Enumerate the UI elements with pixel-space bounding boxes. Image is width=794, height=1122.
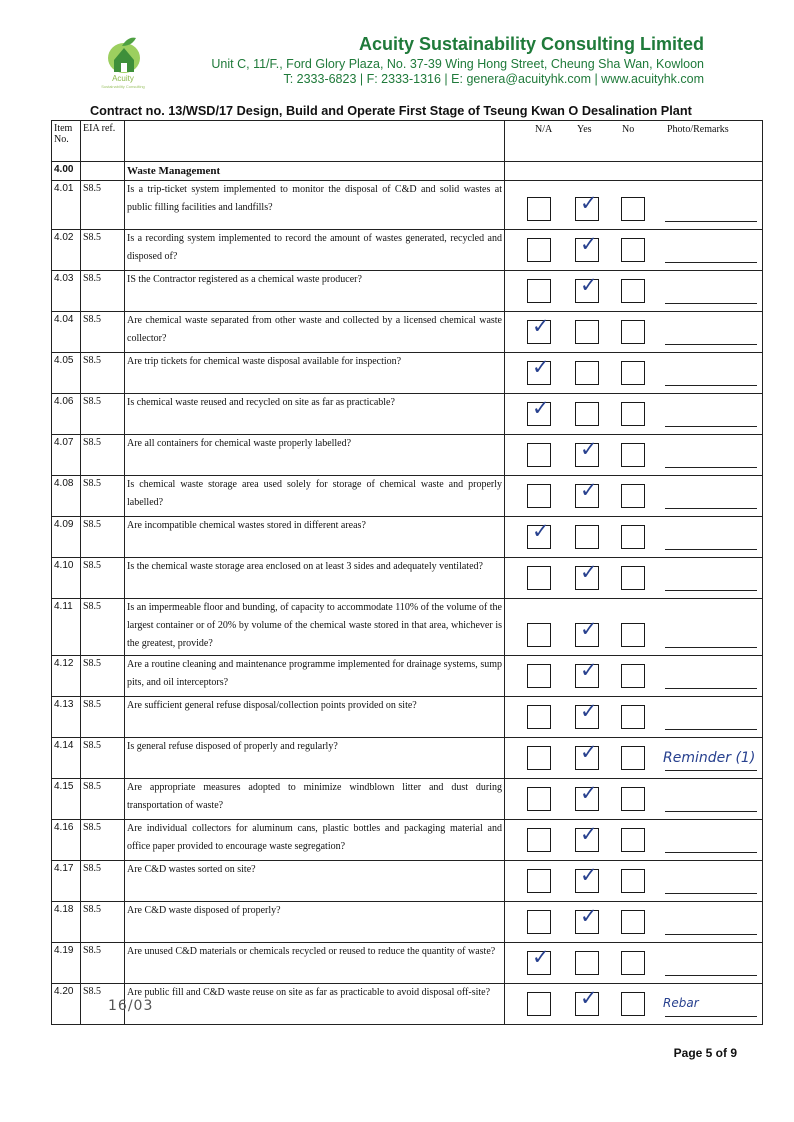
checkbox-na[interactable]: [527, 197, 551, 221]
remarks-line: [665, 811, 757, 812]
question-text: Are incompatible chemical wastes stored in different areas?: [125, 517, 505, 558]
item-number: 4.11: [52, 599, 81, 656]
company-address: Unit C, 11/F., Ford Glory Plaza, No. 37-39 Wing Hong Street, Cheung Sha Wan, Kowloon: [211, 57, 704, 71]
check-cell: [505, 558, 763, 599]
checkbox-yes[interactable]: [575, 986, 599, 1016]
checkbox-yes[interactable]: [575, 437, 599, 467]
checkbox-no[interactable]: [621, 525, 645, 549]
checkbox-no[interactable]: [621, 705, 645, 729]
eia-ref: S8.5: [81, 181, 125, 230]
check-cell: [505, 435, 763, 476]
header-checks: [505, 121, 763, 162]
table-row: [52, 271, 763, 312]
checkbox-na[interactable]: [527, 484, 551, 508]
checkbox-no[interactable]: [621, 443, 645, 467]
eia-ref: S8.5: [81, 271, 125, 312]
checkbox-no[interactable]: [621, 623, 645, 647]
question-text: Are unused C&D materials or chemicals recycled or reused to reduce the quantity of waste?: [125, 943, 505, 984]
checkbox-yes[interactable]: [575, 951, 599, 975]
checkbox-na[interactable]: [527, 945, 551, 975]
checkbox-na[interactable]: [527, 787, 551, 811]
header-question: [125, 121, 505, 162]
check-cell: [505, 861, 763, 902]
question-text: Are sufficient general refuse disposal/collection points provided on site?: [125, 697, 505, 738]
eia-ref: S8.5: [81, 738, 125, 779]
checkbox-no[interactable]: [621, 402, 645, 426]
checkbox-yes[interactable]: [575, 361, 599, 385]
question-text: Are C&D wastes sorted on site?: [125, 861, 505, 902]
checkbox-no[interactable]: [621, 951, 645, 975]
eia-ref: S8.5: [81, 394, 125, 435]
table-row: [52, 599, 763, 656]
table-header-row: [52, 121, 763, 162]
question-text: Are appropriate measures adopted to minimize windblown litter and dust during transportation of waste?: [125, 779, 505, 820]
question-text: Are all containers for chemical waste properly labelled?: [125, 435, 505, 476]
checkbox-na[interactable]: [527, 314, 551, 344]
checkbox-yes[interactable]: [575, 740, 599, 770]
check-mark-icon: ✓: [532, 396, 550, 420]
check-cell: [505, 738, 763, 779]
remarks-line: [665, 385, 757, 386]
company-name: Acuity Sustainability Consulting Limited: [358, 34, 704, 54]
table-row: [52, 312, 763, 353]
eia-ref: S8.5: [81, 861, 125, 902]
remarks-line: [665, 647, 757, 648]
header-na: N/A: [535, 124, 553, 135]
item-number: 4.15: [52, 779, 81, 820]
remarks-line: [665, 262, 757, 263]
question-text: Is a trip-ticket system implemented to monitor the disposal of C&D and solid wastes at public filling facilities and landfills?: [125, 181, 505, 230]
check-cell: [505, 181, 763, 230]
check-cell: [505, 984, 763, 1025]
table-row: [52, 943, 763, 984]
handwritten-date: 16/03: [108, 998, 154, 1014]
checkbox-na[interactable]: [527, 279, 551, 303]
check-mark-icon: ✓: [580, 904, 598, 928]
item-number: 4.01: [52, 181, 81, 230]
check-mark-icon: ✓: [580, 273, 598, 297]
table-row: [52, 476, 763, 517]
check-mark-icon: ✓: [532, 945, 550, 969]
checkbox-yes[interactable]: [575, 320, 599, 344]
remarks-line: [665, 590, 757, 591]
table-row: [52, 181, 763, 230]
remarks-line: [665, 508, 757, 509]
check-mark-icon: ✓: [580, 699, 598, 723]
item-number: 4.07: [52, 435, 81, 476]
check-mark-icon: ✓: [580, 781, 598, 805]
check-cell: [505, 656, 763, 697]
item-number: 4.18: [52, 902, 81, 943]
check-mark-icon: ✓: [580, 822, 598, 846]
check-cell: [505, 943, 763, 984]
eia-ref: S8.5: [81, 558, 125, 599]
checkbox-yes[interactable]: [575, 273, 599, 303]
company-contact: T: 2333-6823 | F: 2333-1316 | E: genera@acuityhk.com | www.acuityhk.com: [283, 72, 704, 86]
remark-text: Reminder (1): [663, 750, 756, 766]
checkbox-yes[interactable]: [575, 560, 599, 590]
header-no: No: [622, 124, 635, 135]
remarks-line: [665, 852, 757, 853]
item-number: 4.17: [52, 861, 81, 902]
checkbox-yes[interactable]: [575, 232, 599, 262]
item-number: 4.16: [52, 820, 81, 861]
item-number: 4.12: [52, 656, 81, 697]
checkbox-na[interactable]: [527, 355, 551, 385]
eia-ref: S8.5: [81, 353, 125, 394]
remarks-line: [665, 770, 757, 771]
question-text: Are individual collectors for aluminum cans, plastic bottles and packaging material and office paper provided to encourage waste segregation?: [125, 820, 505, 861]
checkbox-no[interactable]: [621, 566, 645, 590]
eia-ref: S8.5: [81, 697, 125, 738]
check-mark-icon: ✓: [580, 740, 598, 764]
checkbox-na[interactable]: [527, 869, 551, 893]
checkbox-no[interactable]: [621, 320, 645, 344]
remarks-line: [665, 688, 757, 689]
item-number: 4.04: [52, 312, 81, 353]
checkbox-yes[interactable]: [575, 191, 599, 221]
table-row: [52, 517, 763, 558]
question-text: Is general refuse disposed of properly and regularly?: [125, 738, 505, 779]
checkbox-na[interactable]: [527, 828, 551, 852]
question-text: Are C&D waste disposed of properly?: [125, 902, 505, 943]
header-item-no: Item No.: [52, 121, 81, 162]
remarks-line: [665, 467, 757, 468]
remarks-line: [665, 303, 757, 304]
checkbox-no[interactable]: [621, 197, 645, 221]
checkbox-yes[interactable]: [575, 617, 599, 647]
check-cell: [505, 697, 763, 738]
table-row: [52, 558, 763, 599]
header-yes: Yes: [577, 124, 592, 135]
remarks-line: [665, 344, 757, 345]
check-mark-icon: ✓: [580, 617, 598, 641]
checkbox-no[interactable]: [621, 361, 645, 385]
item-number: 4.08: [52, 476, 81, 517]
table-row: [52, 820, 763, 861]
checkbox-na[interactable]: [527, 238, 551, 262]
check-cell: [505, 230, 763, 271]
question-text: Are trip tickets for chemical waste disposal available for inspection?: [125, 353, 505, 394]
check-mark-icon: ✓: [580, 986, 598, 1010]
check-cell: [505, 353, 763, 394]
question-text: IS the Contractor registered as a chemical waste producer?: [125, 271, 505, 312]
question-text: Are a routine cleaning and maintenance programme implemented for drainage systems, sump pits, and oil interceptors?: [125, 656, 505, 697]
checkbox-yes[interactable]: [575, 904, 599, 934]
checkbox-no[interactable]: [621, 992, 645, 1016]
logo-subtext: Sustainability Consulting: [101, 84, 145, 89]
check-mark-icon: ✓: [532, 519, 550, 543]
table-row: [52, 435, 763, 476]
header-eia-ref: EIA ref.: [81, 121, 125, 162]
section-row: [52, 162, 763, 181]
table-row: [52, 394, 763, 435]
check-cell: [505, 902, 763, 943]
checkbox-no[interactable]: [621, 910, 645, 934]
eia-ref: S8.5: [81, 984, 125, 1025]
checkbox-no[interactable]: [621, 279, 645, 303]
checkbox-na[interactable]: [527, 623, 551, 647]
header-remarks: Photo/Remarks: [667, 124, 729, 135]
eia-ref: S8.5: [81, 230, 125, 271]
eia-ref: S8.5: [81, 476, 125, 517]
eia-ref: S8.5: [81, 517, 125, 558]
check-mark-icon: ✓: [580, 232, 598, 256]
eia-ref: S8.5: [81, 943, 125, 984]
item-number: 4.09: [52, 517, 81, 558]
checkbox-no[interactable]: [621, 787, 645, 811]
question-text: Is a recording system implemented to record the amount of wastes generated, recycled and disposed of?: [125, 230, 505, 271]
eia-ref: S8.5: [81, 902, 125, 943]
table-row: [52, 779, 763, 820]
checkbox-yes[interactable]: [575, 699, 599, 729]
item-number: 4.03: [52, 271, 81, 312]
table-row: [52, 738, 763, 779]
check-cell: [505, 394, 763, 435]
remarks-line: [665, 426, 757, 427]
checkbox-yes[interactable]: [575, 822, 599, 852]
section-title: Waste Management: [125, 162, 505, 181]
check-cell: [505, 312, 763, 353]
section-eia: [81, 162, 125, 181]
item-number: 4.20: [52, 984, 81, 1025]
remarks-line: [665, 975, 757, 976]
check-mark-icon: ✓: [580, 437, 598, 461]
check-mark-icon: ✓: [580, 863, 598, 887]
checkbox-na[interactable]: [527, 396, 551, 426]
checkbox-no[interactable]: [621, 869, 645, 893]
checkbox-na[interactable]: [527, 746, 551, 770]
remark-text: Rebar: [663, 996, 699, 1010]
item-number: 4.05: [52, 353, 81, 394]
checkbox-yes[interactable]: [575, 781, 599, 811]
table-row: [52, 861, 763, 902]
remarks-line: [665, 934, 757, 935]
checkbox-no[interactable]: [621, 238, 645, 262]
item-number: 4.13: [52, 697, 81, 738]
check-mark-icon: ✓: [580, 658, 598, 682]
eia-ref: S8.5: [81, 312, 125, 353]
remarks-line: [665, 729, 757, 730]
question-text: Is an impermeable floor and bunding, of capacity to accommodate 110% of the volume of the largest container or of 20% by volume of the chemical waste stored in that area, whichever is the greatest, provide?: [125, 599, 505, 656]
check-cell: [505, 271, 763, 312]
check-mark-icon: ✓: [580, 560, 598, 584]
question-text: Is the chemical waste storage area enclosed on at least 3 sides and adequately ventilated?: [125, 558, 505, 599]
remarks-line: [665, 549, 757, 550]
remarks-line: [665, 1016, 757, 1017]
section-number: 4.00: [52, 162, 81, 181]
check-mark-icon: ✓: [532, 355, 550, 379]
check-mark-icon: ✓: [580, 478, 598, 502]
checkbox-na[interactable]: [527, 443, 551, 467]
table-row: [52, 656, 763, 697]
item-number: 4.19: [52, 943, 81, 984]
table-row: [52, 353, 763, 394]
eia-ref: S8.5: [81, 435, 125, 476]
checkbox-na[interactable]: [527, 566, 551, 590]
check-cell: [505, 517, 763, 558]
item-number: 4.14: [52, 738, 81, 779]
company-header: [211, 34, 704, 86]
checkbox-yes[interactable]: [575, 658, 599, 688]
checkbox-no[interactable]: [621, 484, 645, 508]
question-text: Are chemical waste separated from other waste and collected by a licensed chemical waste collector?: [125, 312, 505, 353]
page-number: Page 5 of 9: [673, 1046, 737, 1060]
checkbox-na[interactable]: [527, 992, 551, 1016]
item-number: 4.10: [52, 558, 81, 599]
checkbox-no[interactable]: [621, 828, 645, 852]
checkbox-no[interactable]: [621, 746, 645, 770]
table-row: [52, 984, 763, 1025]
check-cell: [505, 779, 763, 820]
table-row: [52, 902, 763, 943]
checkbox-na[interactable]: [527, 664, 551, 688]
item-number: 4.06: [52, 394, 81, 435]
checkbox-yes[interactable]: [575, 402, 599, 426]
table-row: [52, 697, 763, 738]
item-number: 4.02: [52, 230, 81, 271]
question-text: Is chemical waste storage area used solely for storage of chemical waste and properly labelled?: [125, 476, 505, 517]
checkbox-yes[interactable]: [575, 478, 599, 508]
logo-text: Acuity: [112, 74, 134, 83]
section-checks: [505, 162, 763, 181]
eia-ref: S8.5: [81, 820, 125, 861]
check-cell: [505, 820, 763, 861]
eia-ref: S8.5: [81, 599, 125, 656]
eia-ref: S8.5: [81, 779, 125, 820]
checklist-table: [51, 120, 763, 1025]
question-text: Are public fill and C&D waste reuse on site as far as practicable to avoid disposal off-site?: [125, 984, 505, 1025]
checkbox-na[interactable]: [527, 519, 551, 549]
remarks-line: [665, 221, 757, 222]
checkbox-yes[interactable]: [575, 863, 599, 893]
contract-title: Contract no. 13/WSD/17 Design, Build and Operate First Stage of Tseung Kwan O Desalination Plant: [90, 104, 692, 118]
checkbox-na[interactable]: [527, 910, 551, 934]
check-mark-icon: ✓: [580, 191, 598, 215]
checkbox-no[interactable]: [621, 664, 645, 688]
check-cell: [505, 476, 763, 517]
table-row: [52, 230, 763, 271]
remarks-line: [665, 893, 757, 894]
check-cell: [505, 599, 763, 656]
eia-ref: S8.5: [81, 656, 125, 697]
question-text: Is chemical waste reused and recycled on site as far as practicable?: [125, 394, 505, 435]
checkbox-na[interactable]: [527, 705, 551, 729]
check-mark-icon: ✓: [532, 314, 550, 338]
checkbox-yes[interactable]: [575, 525, 599, 549]
